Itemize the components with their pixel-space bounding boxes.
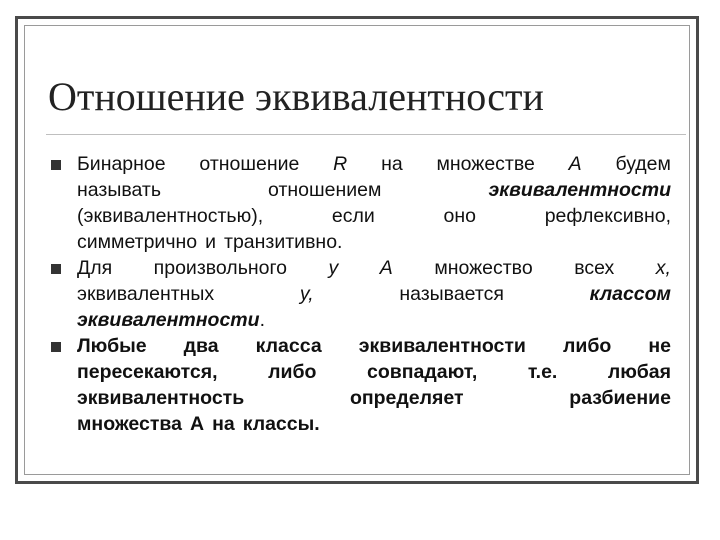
text-line	[77, 411, 671, 437]
word: транзитивно.	[224, 231, 343, 253]
word: эквивалентности	[358, 335, 526, 357]
word: либо	[562, 335, 612, 357]
word: Бинарное	[77, 153, 166, 175]
word: пересекаются,	[77, 361, 218, 383]
word: на	[381, 153, 403, 175]
word: совпадают,	[367, 361, 478, 383]
term-equivalence: эквивалентности	[488, 179, 671, 201]
word: симметрично	[77, 231, 198, 253]
word: называется	[399, 283, 504, 305]
text-line	[77, 333, 671, 359]
square-bullet-icon	[51, 160, 61, 170]
word: (эквивалентностью),	[77, 205, 264, 227]
variable-y: y	[328, 257, 339, 279]
variable-a: A	[379, 257, 393, 279]
word: т.е.	[527, 361, 558, 383]
square-bullet-icon	[51, 342, 61, 352]
word: множество	[434, 257, 533, 279]
word: множестве	[436, 153, 535, 175]
word: А	[189, 413, 205, 435]
bullet-item-definition	[48, 151, 671, 255]
variable-y: y,	[299, 283, 314, 305]
bullet-item-class	[48, 255, 671, 333]
text-line	[77, 385, 671, 411]
word: любая	[607, 361, 671, 383]
text-line	[77, 255, 671, 281]
word: рефлексивно,	[544, 205, 671, 227]
text-line	[77, 177, 671, 203]
word: множества	[77, 413, 182, 435]
word: класса	[255, 335, 322, 357]
word: либо	[268, 361, 317, 383]
bullet-list	[48, 151, 671, 437]
word: всех	[574, 257, 615, 279]
variable-a: A	[568, 153, 582, 175]
bullet-item-partition	[48, 333, 671, 437]
term-equivalence-wrap	[77, 307, 265, 333]
word: произвольного	[153, 257, 287, 279]
term-equivalence: эквивалентности	[77, 309, 260, 331]
word: эквивалентность	[77, 387, 245, 409]
word: отношение	[199, 153, 300, 175]
text-line	[77, 281, 671, 307]
text-line	[77, 359, 671, 385]
word: эквивалентных	[77, 283, 215, 305]
text-line	[77, 229, 671, 255]
word: отношением	[268, 179, 382, 201]
text-line	[77, 203, 671, 229]
text-line	[77, 307, 671, 333]
variable-x: x,	[655, 257, 671, 279]
word: Любые	[77, 335, 147, 357]
word: два	[183, 335, 219, 357]
term-class: классом	[589, 283, 671, 305]
word: определяет	[349, 387, 464, 409]
word: не	[648, 335, 671, 357]
word: если	[331, 205, 375, 227]
word: разбиение	[569, 387, 671, 409]
word: будем	[615, 153, 671, 175]
text-line	[77, 151, 671, 177]
word: классы.	[242, 413, 320, 435]
square-bullet-icon	[51, 264, 61, 274]
title-divider	[46, 134, 686, 135]
slide-title: Отношение эквивалентности	[48, 74, 544, 119]
variable-r: R	[333, 153, 348, 175]
word: оно	[443, 205, 476, 227]
word: Для	[77, 257, 113, 279]
word: на	[212, 413, 235, 435]
period: .	[259, 309, 265, 331]
word: и	[205, 231, 217, 253]
word: называть	[77, 179, 161, 201]
